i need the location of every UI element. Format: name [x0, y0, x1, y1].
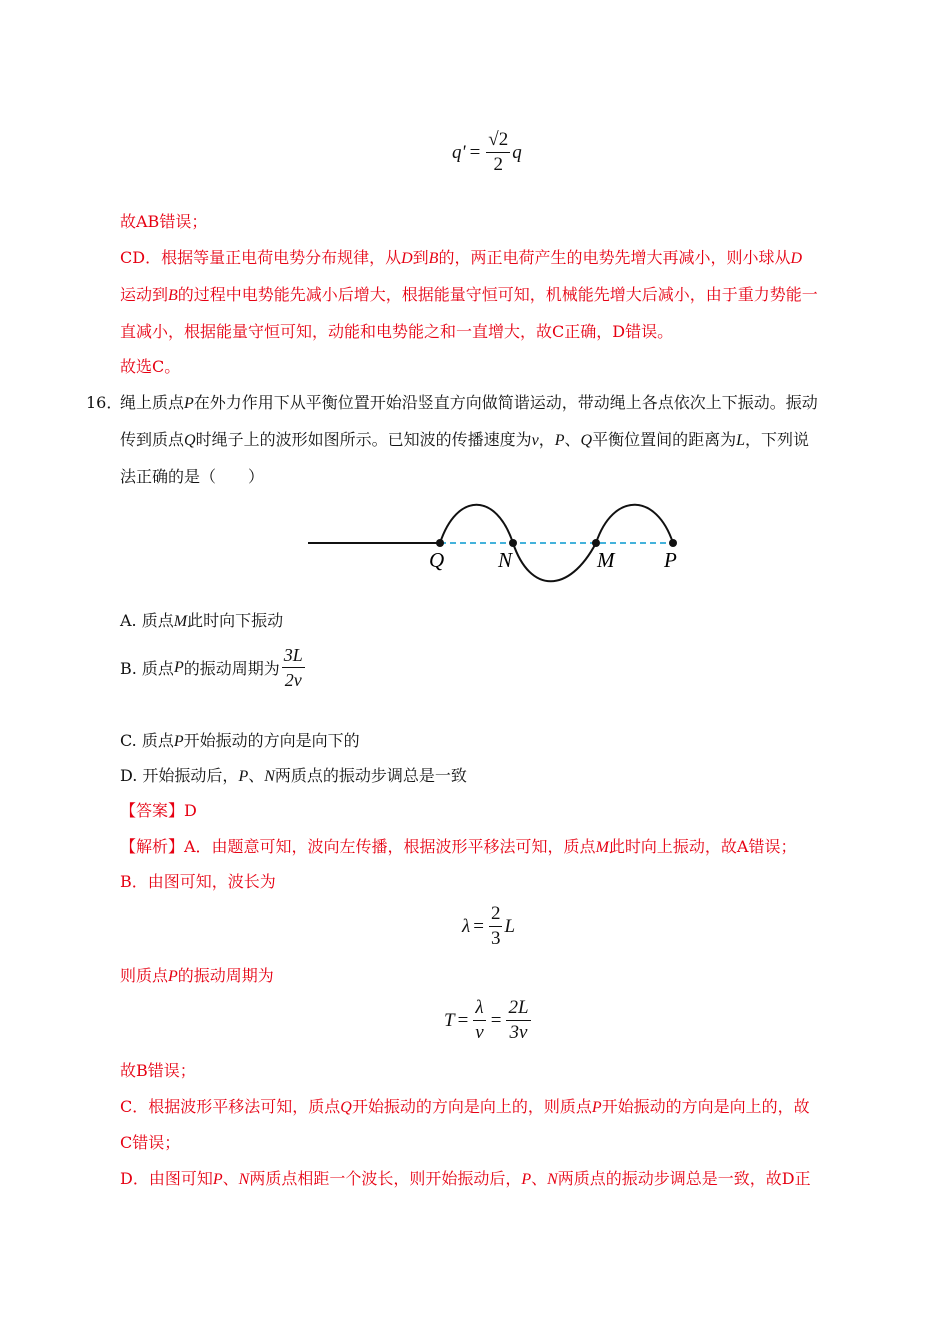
- text: 在外力作用下从平衡位置开始沿竖直方向做简谐运动，带动绳上各点依次上下振动。振动: [193, 393, 818, 412]
- text: D．由图可知: [120, 1169, 213, 1188]
- text: 时绳子上的波形如图所示。已知波的传播速度为: [195, 430, 532, 449]
- answer-label: 【答案】D: [120, 801, 197, 820]
- var-P: P: [591, 1099, 602, 1116]
- text: 、: [531, 1169, 548, 1188]
- text: A. 质点: [120, 611, 174, 630]
- text: 开始振动的方向是向上的，则质点: [351, 1097, 592, 1116]
- var-Q: Q: [580, 432, 593, 449]
- fraction-sqrt2-over-2: [486, 128, 510, 177]
- text: 、: [248, 766, 265, 785]
- analysis-A: [120, 836, 796, 859]
- prev-line-4: 直减小，根据能量守恒可知，动能和电势能之和一直增大，故C正确，D错误。: [120, 322, 674, 341]
- text: 开始振动的方向是向下的: [183, 731, 360, 750]
- var-P: P: [212, 1171, 223, 1188]
- fraction-denominator: v: [475, 1022, 484, 1043]
- point-N-dot: [509, 539, 517, 547]
- var-Q: Q: [340, 1099, 352, 1116]
- var-P: P: [168, 968, 178, 985]
- text: 此时向上振动，故A错误；: [608, 837, 797, 856]
- text: 到: [412, 248, 429, 267]
- var-P: P: [173, 733, 184, 750]
- text: C. 质点: [120, 731, 174, 750]
- var-P: P: [184, 395, 194, 412]
- var-P: P: [238, 768, 249, 785]
- text: 、: [564, 430, 581, 449]
- wave-figure: [300, 495, 690, 585]
- fraction-numerator: 2: [489, 902, 503, 927]
- fraction-2-over-3: [489, 902, 503, 951]
- text: 此时向下振动: [187, 611, 284, 630]
- option-A: [120, 610, 283, 633]
- var-Q: Q: [184, 432, 196, 449]
- analysis-D-line: [120, 1168, 811, 1191]
- formula-rhs: L: [504, 915, 516, 937]
- analysis-B-line-1: B．由图可知，波长为: [120, 872, 276, 891]
- var-P: P: [554, 432, 565, 449]
- formula-lhs: λ: [462, 915, 471, 937]
- text: CD．根据等量正电荷电势分布规律，从: [120, 248, 402, 267]
- option-B: [120, 643, 307, 692]
- fraction-2L-over-3v: [506, 996, 530, 1045]
- fraction-denominator: 3v: [509, 1022, 528, 1043]
- fraction-numerator: 3L: [282, 643, 305, 668]
- text: 两质点相距一个波长，则开始振动后，: [249, 1169, 522, 1188]
- formula-equals: =: [457, 1009, 469, 1031]
- formula-equals: =: [473, 915, 484, 937]
- label-M: M: [597, 548, 615, 572]
- var-M: M: [173, 613, 188, 630]
- var-D: D: [401, 250, 413, 267]
- var-L: L: [736, 432, 745, 449]
- text: 、: [222, 1169, 239, 1188]
- analysis-B-line-3: 故B错误；: [120, 1061, 196, 1080]
- analysis-C-line-1: [120, 1096, 810, 1119]
- text: 的，两正电荷产生的电势先增大再减小，则小球从: [438, 248, 791, 267]
- question-line-1: [120, 392, 818, 415]
- point-M-dot: [592, 539, 600, 547]
- fraction-numerator: √2: [486, 128, 510, 153]
- formula-lhs: T: [444, 1009, 455, 1031]
- var-B: B: [168, 287, 178, 304]
- var-v: v: [531, 432, 539, 449]
- fraction-3L-over-2v: [282, 643, 305, 692]
- var-N: N: [238, 1171, 250, 1188]
- var-N: N: [547, 1171, 558, 1188]
- fraction-numerator: λ: [473, 996, 485, 1021]
- label-P: P: [664, 548, 677, 572]
- question-line-3: 法正确的是（ ）: [120, 467, 265, 486]
- fraction-numerator: 2L: [506, 996, 530, 1021]
- label-Q: Q: [429, 548, 445, 572]
- text: 绳上质点: [120, 393, 185, 412]
- prev-line-5: 故选C。: [120, 357, 181, 376]
- text: 【解析】A．由题意可知，波向左传播，根据波形平移法可知，质点: [120, 837, 596, 856]
- text: 平衡位置间的距离为: [592, 430, 737, 449]
- text: ，: [538, 430, 555, 449]
- text: B. 质点: [120, 659, 174, 678]
- fraction-lambda-over-v: [473, 996, 485, 1045]
- formula-q-prime: [452, 128, 522, 177]
- text: C．根据波形平移法可知，质点: [120, 1097, 341, 1116]
- text: 则质点: [120, 966, 169, 985]
- analysis-B-line-2: [120, 965, 274, 988]
- question-line-2: [120, 429, 809, 452]
- question-number: 16．: [86, 393, 123, 412]
- fraction-denominator: 2: [493, 154, 504, 175]
- text: 运动到: [120, 285, 169, 304]
- var-B: B: [428, 250, 439, 267]
- var-D: D: [790, 250, 803, 267]
- option-C: [120, 730, 360, 753]
- fraction-denominator: 2v: [284, 670, 302, 690]
- text: D. 开始振动后，: [120, 766, 239, 785]
- text: 两质点的振动步调总是一致，故D正: [557, 1169, 811, 1188]
- text: 传到质点: [120, 430, 185, 449]
- prev-line-1: 故AB错误；: [120, 212, 208, 231]
- formula-period: [444, 996, 533, 1045]
- var-P: P: [521, 1171, 532, 1188]
- formula-lhs: q': [452, 141, 466, 163]
- text: 开始振动的方向是向上的，故: [601, 1097, 810, 1116]
- formula-equals: =: [469, 141, 481, 163]
- var-M: M: [595, 839, 609, 856]
- var-N: N: [264, 768, 275, 785]
- var-P: P: [173, 658, 184, 676]
- text: 的振动周期为: [177, 966, 274, 985]
- text: 的振动周期为: [183, 659, 280, 678]
- formula-equals: =: [490, 1009, 502, 1031]
- formula-rhs: q: [512, 141, 522, 163]
- analysis-C-line-2: C错误；: [120, 1133, 181, 1152]
- point-P-dot: [669, 539, 677, 547]
- text: ，下列说: [745, 430, 810, 449]
- prev-line-2: [120, 247, 802, 270]
- formula-wavelength: [462, 902, 515, 951]
- prev-line-3: [120, 284, 818, 307]
- option-D: [120, 765, 467, 788]
- point-Q-dot: [436, 539, 444, 547]
- text: 的过程中电势能先减小后增大，根据能量守恒可知，机械能先增大后减小，由于重力势能一: [177, 285, 818, 304]
- label-N: N: [498, 548, 513, 572]
- fraction-denominator: 3: [490, 928, 501, 949]
- text: 两质点的振动步调总是一致: [274, 766, 467, 785]
